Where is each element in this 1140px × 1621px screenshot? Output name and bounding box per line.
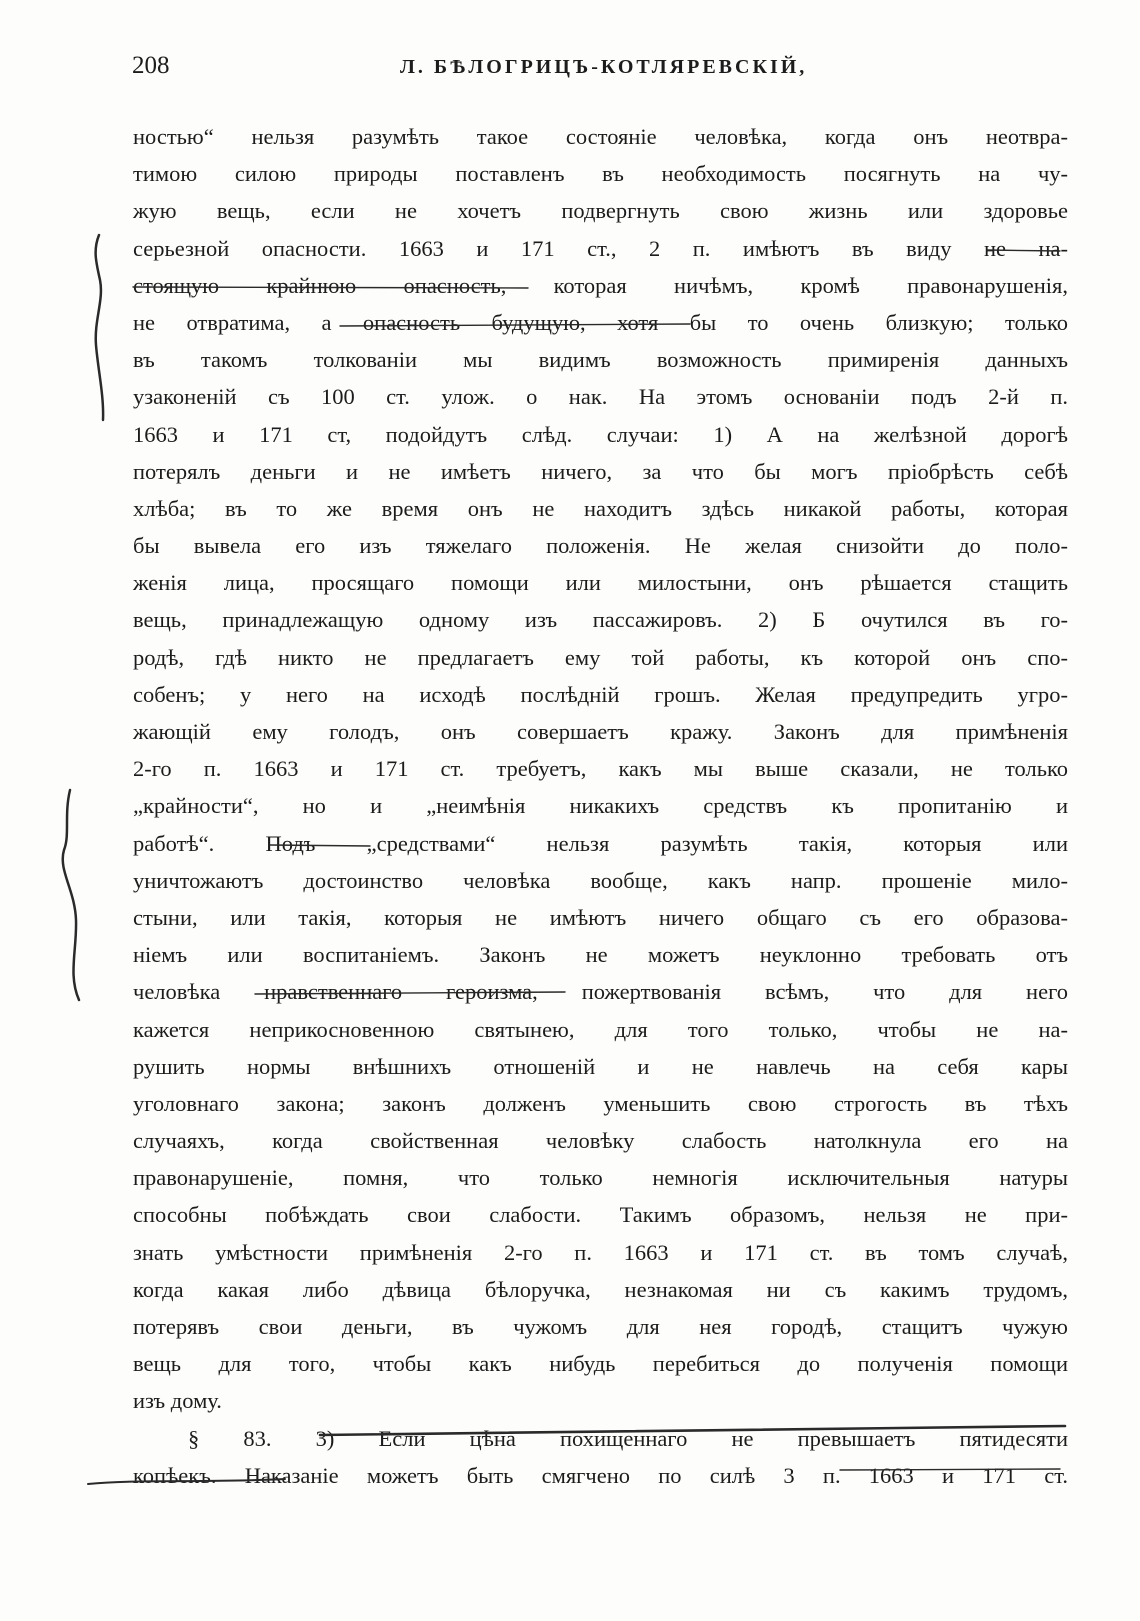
page-number: 208 bbox=[132, 52, 170, 79]
section-83-heading: § 83. 3) Если цѣна похищеннаго не превышаетъ пятидесяти bbox=[188, 1425, 1068, 1451]
text-line: знать умѣстности примѣненія 2-го п. 1663 и 171 ст. въ томъ случаѣ, bbox=[133, 1239, 1068, 1265]
text-line: случаяхъ, когда свойственная человѣку слабость натолкнула его на bbox=[133, 1128, 1068, 1154]
text-line: уничтожаютъ достоинство человѣка вообще, какъ напр. прошеніе мило- bbox=[133, 867, 1068, 893]
text-line: уголовнаго закона; законъ долженъ уменьшить свою строгость въ тѣхъ bbox=[133, 1090, 1068, 1116]
text-line: 1663 и 171 ст, подойдутъ слѣд. случаи: 1) А на желѣзной дорогѣ bbox=[133, 421, 1068, 447]
text-line: способны побѣждать свои слабости. Такимъ образомъ, нельзя не при- bbox=[133, 1202, 1068, 1228]
text-line: потерялъ деньги и не имѣетъ ничего, за что бы могъ пріобрѣсть себѣ bbox=[133, 458, 1068, 484]
text-line: тимою силою природы поставленъ въ необходимость посягнуть на чу- bbox=[133, 161, 1068, 187]
text-line: ностью“ нельзя разумѣть такое состояніе человѣка, когда онъ неотвра- bbox=[133, 124, 1068, 149]
text-line: копѣекъ. Наказаніе можетъ быть смягчено по силѣ 3 п. 1663 и 171 ст. bbox=[133, 1462, 1068, 1488]
text-line: женія лица, просящаго помощи или милостыни, онъ рѣшается стащить bbox=[133, 570, 1068, 596]
text-line: вещь, принадлежащую одному изъ пассажировъ. 2) Б очутился въ го- bbox=[133, 607, 1068, 633]
text-line: бы вывела его изъ тяжелаго положенія. Не желая снизойти до поло- bbox=[133, 533, 1068, 559]
text-line: родѣ, гдѣ никто не предлагаетъ ему той работы, къ которой онъ спо- bbox=[133, 644, 1068, 670]
text-line: въ такомъ толкованіи мы видимъ возможность примиренія данныхъ bbox=[133, 347, 1068, 373]
text-line: человѣка нравственнаго героизма, пожертвованія всѣмъ, что для него bbox=[133, 979, 1068, 1005]
text-line: 2-го п. 1663 и 171 ст. требуетъ, какъ мы выше сказали, не только bbox=[133, 756, 1068, 782]
text-line: рушить нормы внѣшнихъ отношеній и не навлечь на себя кары bbox=[133, 1053, 1068, 1079]
text-line: изъ дому. bbox=[133, 1388, 222, 1414]
margin-brace-2 bbox=[63, 790, 79, 1000]
page-header bbox=[132, 52, 1067, 92]
margin-brace-1 bbox=[96, 235, 104, 420]
text-line: работѣ“. Подъ „средствами“ нельзя разумѣть такія, которыя или bbox=[133, 830, 1068, 856]
text-line: хлѣба; въ то же время онъ не находитъ здѣсь никакой работы, которая bbox=[133, 495, 1068, 521]
text-line: серьезной опасности. 1663 и 171 ст., 2 п. имѣютъ въ виду не на- bbox=[133, 235, 1068, 261]
text-line: вещь для того, чтобы какъ нибудь перебиться до полученія помощи bbox=[133, 1351, 1068, 1377]
running-title: Л. БѢЛОГРИЦЪ-КОТЛЯРЕВСКІЙ, bbox=[400, 56, 808, 78]
text-line: узаконеній съ 100 ст. улож. о нак. На этомъ основаніи подъ 2-й п. bbox=[133, 384, 1068, 410]
text-line: жающій ему голодъ, онъ совершаетъ кражу. Законъ для примѣненія bbox=[133, 719, 1068, 744]
text-line: потерявъ свои деньги, въ чужомъ для нея городѣ, стащитъ чужую bbox=[133, 1314, 1068, 1339]
text-line: стыни, или такія, которыя не имѣютъ ничего общаго съ его образова- bbox=[133, 904, 1068, 930]
text-line: правонарушеніе, помня, что только немногія исключительныя натуры bbox=[133, 1165, 1068, 1191]
text-line: кажется неприкосновенною святынею, для того только, чтобы не на- bbox=[133, 1016, 1068, 1042]
body-text bbox=[133, 118, 1068, 1494]
text-line: собенъ; у него на исходѣ послѣдній грошъ. Желая предупредить угро- bbox=[133, 681, 1068, 707]
text-line: когда какая либо дѣвица бѣлоручка, незнакомая ни съ какимъ трудомъ, bbox=[133, 1276, 1068, 1302]
text-line: жую вещь, если не хочетъ подвергнуть свою жизнь или здоровье bbox=[133, 198, 1068, 224]
text-line: стоящую крайнюю опасность, которая ничѣмъ, кромѣ правонарушенія, bbox=[133, 272, 1068, 298]
text-line: не отвратима, а опасность будущую, хотя бы то очень близкую; только bbox=[133, 309, 1068, 335]
text-line: „крайности“, но и „неимѣнія никакихъ средствъ къ пропитанію и bbox=[133, 793, 1068, 819]
text-line: ніемъ или воспитаніемъ. Законъ не можетъ неуклонно требовать отъ bbox=[133, 942, 1068, 968]
